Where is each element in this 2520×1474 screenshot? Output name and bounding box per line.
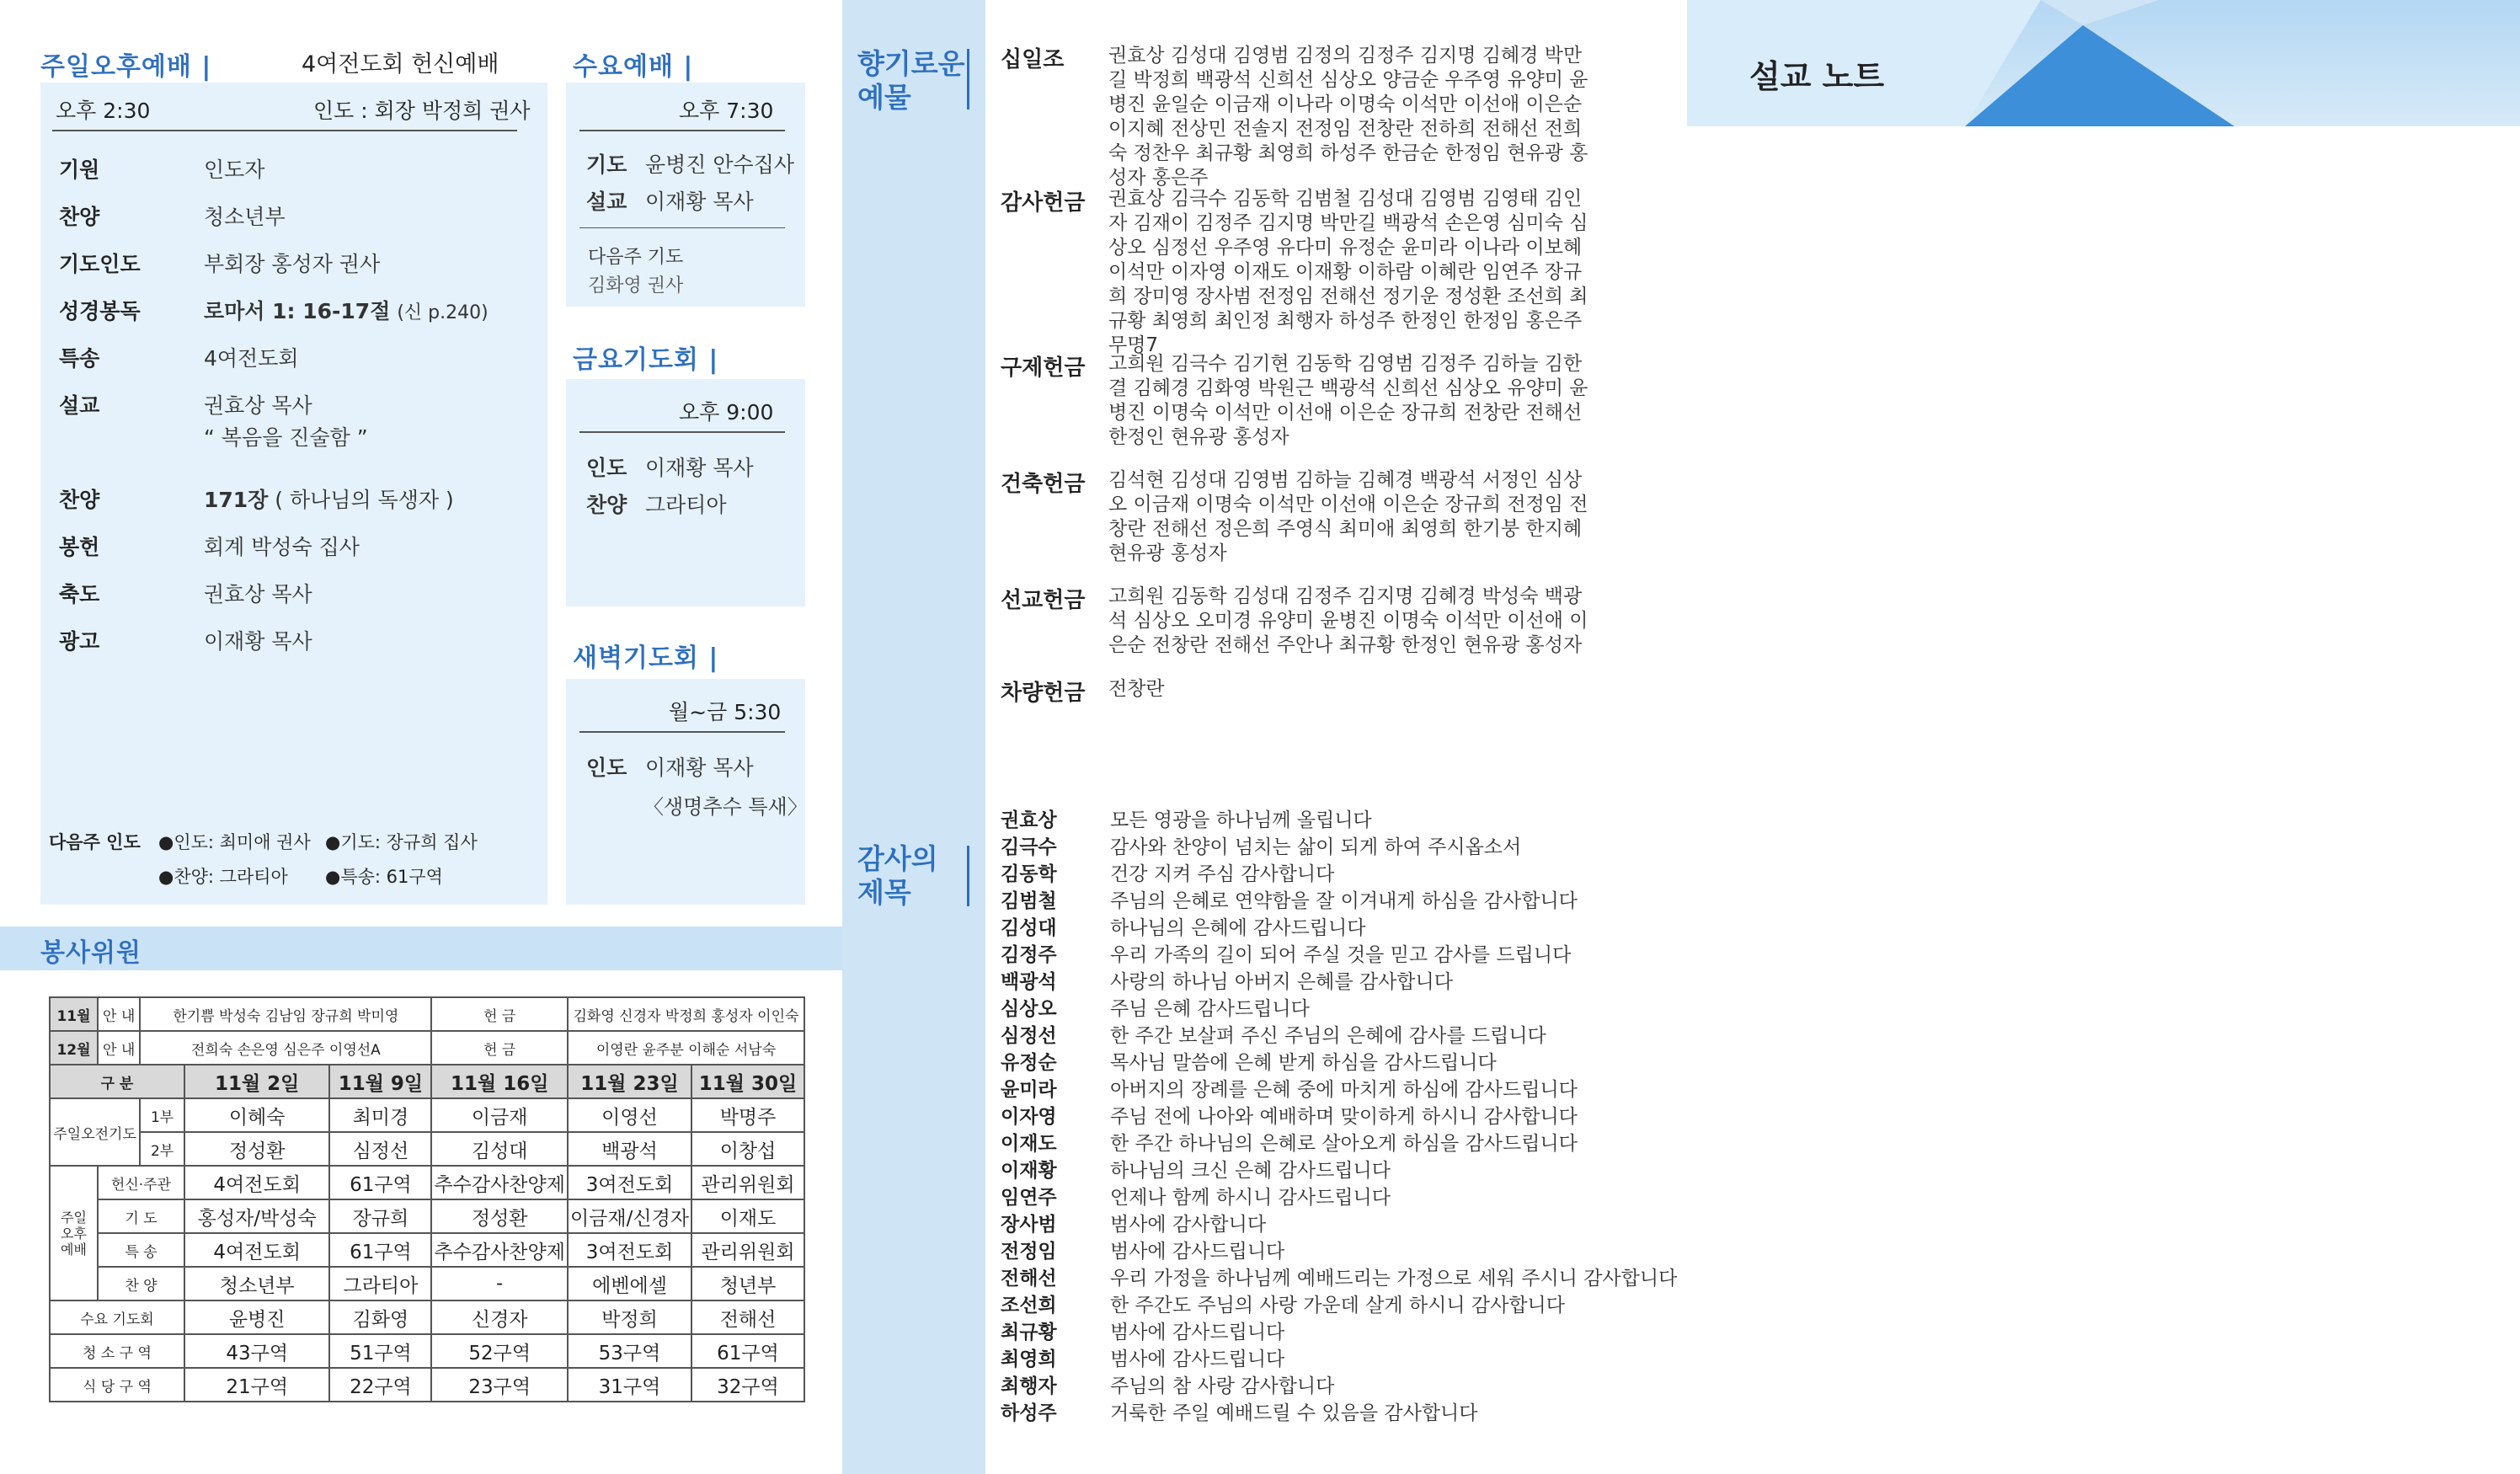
dawn-row: 인도 이재황 목사 — [586, 756, 754, 780]
thanks-row: 윤미라 아버지의 장례를 은혜 중에 마치게 하심에 감사드립니다 — [1001, 1079, 1578, 1101]
thanks-row: 전정임 범사에 감사드립니다 — [1001, 1241, 1285, 1263]
thanks-row: 하성주 거룩한 주일 예배드릴 수 있음을 감사합니다 — [1001, 1402, 1478, 1424]
wed-row: 기도 윤병진 안수집사 — [586, 152, 794, 177]
divider — [52, 130, 517, 131]
wed-next-label: 다음주 기도 — [588, 247, 684, 268]
thanks-row: 김성대 하나님의 은혜에 감사드립니다 — [1001, 917, 1366, 939]
order-row: 찬양 청소년부 — [59, 205, 286, 229]
wed-title: 수요예배 | — [573, 52, 694, 82]
next-week-item: ●특송: 61구역 — [325, 867, 443, 887]
thanks-row: 이재도 한 주간 하나님의 은혜로 살아오게 하심을 감사드립니다 — [1001, 1133, 1578, 1155]
thanks-row: 권효상 모든 영광을 하나님께 올립니다 — [1001, 809, 1372, 831]
order-row: 기도인도 부회장 홍성자 권사 — [59, 252, 381, 276]
thanks-row: 김극수 감사와 찬양이 넘치는 삶이 되게 하여 주시옵소서 — [1001, 836, 1522, 858]
dawn-time: 월~금 5:30 — [669, 700, 782, 724]
thanks-row: 김동학 건강 지켜 주심 감사합니다 — [1001, 863, 1335, 885]
order-row: 성경봉독 로마서 1: 16-17절 (신 p.240) — [59, 299, 489, 323]
offerings-title: 향기로운 예물 — [857, 47, 965, 114]
order-row: 설교 권효상 목사 — [59, 393, 312, 418]
fri-title: 금요기도회 | — [573, 345, 719, 375]
sunday-pm-title: 주일오후예배 | — [40, 52, 212, 82]
thanks-row: 이자영 주님 전에 나아와 예배하며 맞이하게 하시니 감사합니다 — [1001, 1106, 1578, 1128]
table-row: 11월 안 내 한기쁨 박성숙 김남임 장규희 박미영 헌 금 김화영 신경자 박정희 홍성자 이인숙 — [50, 997, 804, 1031]
title-bar — [967, 846, 969, 906]
thanks-row: 조선희 한 주간도 주님의 사랑 가운데 살게 하시니 감사합니다 — [1001, 1295, 1565, 1316]
offering-type: 감사헌금 — [1001, 190, 1086, 216]
table-row: 수요 기도회 윤병진 김화영 신경자 박정희 전해선 — [50, 1300, 804, 1334]
offering-type: 구제헌금 — [1001, 355, 1086, 381]
thanks-row: 최행자 주님의 참 사랑 감사합니다 — [1001, 1375, 1335, 1397]
fri-row: 인도 이재황 목사 — [586, 456, 754, 480]
thanks-row: 백광석 사랑의 하나님 아버지 은혜를 감사합니다 — [1001, 971, 1453, 993]
offering-type: 건축헌금 — [1001, 472, 1086, 497]
table-row: 특 송 4여전도회 61구역 추수감사찬양제 3여전도회 관리위원회 — [50, 1233, 804, 1267]
table-row: 식 당 구 역 21구역 22구역 23구역 31구역 32구역 — [50, 1368, 804, 1402]
next-week-label: 다음주 인도 — [49, 832, 141, 852]
order-row: 광고 이재황 목사 — [59, 629, 312, 654]
wed-time: 오후 7:30 — [679, 99, 774, 123]
sunday-pm-leader: 인도 : 회장 박정희 권사 — [313, 99, 531, 123]
offering-names: 고희원 김동학 김성대 김정주 김지명 김혜경 박성숙 백광석 심상오 오미경 유양미 윤병진 이명숙 이석만 이선애 이은순 전창란 전해선 주안나 최규황 한정인 현유광 홍성자 — [1108, 585, 1588, 656]
thanks-title: 감사의 제목 — [857, 842, 938, 909]
table-row: 구 분 11월 2일 11월 9일 11월 16일 11월 23일 11월 30일 — [50, 1065, 804, 1098]
offering-type: 차량헌금 — [1001, 681, 1086, 706]
thanks-row: 김범철 주님의 은혜로 연약함을 잘 이겨내게 하심을 감사합니다 — [1001, 890, 1578, 912]
next-week-item: ●기도: 장규희 집사 — [325, 832, 478, 852]
table-row: 2부 정성환 심정선 김성대 백광석 이창섭 — [50, 1132, 804, 1166]
section-strip — [842, 0, 985, 1474]
offering-type: 십일조 — [1001, 47, 1065, 72]
thanks-row: 유정순 목사님 말씀에 은혜 받게 하심을 감사드립니다 — [1001, 1052, 1497, 1074]
offering-names: 권효상 김성대 김영범 김정의 김정주 김지명 김혜경 박만길 박정희 백광석 신희선 심상오 양금순 우주영 유양미 윤병진 윤일순 이금재 이나라 이명숙 이석만 이선애 이은순 이지혜 전상민 전솔지 전정임 전창란 전하희 전해선 전희숙 정찬우 최규황 최영희 하성주 한금순 한정임 현유광 홍성자 홍은주 — [1108, 45, 1588, 189]
thanks-row: 심상오 주님 은혜 감사드립니다 — [1001, 998, 1310, 1020]
divider — [579, 431, 785, 433]
thanks-row: 최규황 범사에 감사드립니다 — [1001, 1322, 1285, 1343]
sermon-note-title: 설교 노트 — [1749, 58, 1885, 95]
thanks-row: 장사범 범사에 감사합니다 — [1001, 1214, 1267, 1236]
offering-names: 권효상 김극수 김동학 김범철 김성대 김영범 김영태 김인자 김재이 김정주 김지명 박만길 백광석 손은영 심미숙 심상오 심정선 우주영 유다미 유정순 윤미라 이나라 이보혜 이석만 이자영 이재도 이재황 이하람 이혜란 임연주 장규희 장미영 장사범 전정임 전해선 정기운 정성환 조선희 최규황 최영희 최인정 최행자 하성주 한정인 한정임 홍은주 무명7 — [1108, 188, 1588, 356]
offering-names: 고희원 김극수 김기현 김동학 김영범 김정주 김하늘 김한결 김혜경 김화영 박원근 백광석 신희선 심상오 유양미 윤병진 이명숙 이석만 이선애 이은순 장규희 전창란 전해선 한정인 현유광 홍성자 — [1108, 353, 1588, 448]
thanks-row: 임연주 언제나 함께 하시니 감사드립니다 — [1001, 1187, 1391, 1209]
title-bar — [967, 49, 969, 109]
dawn-title: 새벽기도회 | — [573, 644, 719, 673]
table-row: 기 도 홍성자/박성숙 장규희 정성환 이금재/신경자 이재도 — [50, 1199, 804, 1233]
thanks-row: 최영희 범사에 감사드립니다 — [1001, 1348, 1285, 1370]
table-row: 주일 오후 예배 헌신·주관 4여전도회 61구역 추수감사찬양제 3여전도회 관리위원회 — [50, 1166, 804, 1199]
thanks-row: 김정주 우리 가족의 길이 되어 주실 것을 믿고 감사를 드립니다 — [1001, 944, 1572, 966]
sunday-pm-event: 4여전도회 헌신예배 — [302, 51, 499, 77]
serve-table — [49, 996, 805, 1402]
table-row: 청 소 구 역 43구역 51구역 52구역 53구역 61구역 — [50, 1334, 804, 1368]
thanks-row: 심정선 한 주간 보살펴 주신 주님의 은혜에 감사를 드립니다 — [1001, 1025, 1546, 1047]
table-row: 12월 안 내 전희숙 손은영 심은주 이영선A 헌 금 이영란 윤주분 이해순 서남숙 — [50, 1031, 804, 1065]
sunday-pm-time: 오후 2:30 — [56, 99, 151, 123]
table-row: 주일오전기도 1부 이혜숙 최미경 이금재 이영선 박명주 — [50, 1098, 804, 1132]
thanks-row: 전해선 우리 가정을 하나님께 예배드리는 가정으로 세워 주시니 감사합니다 — [1001, 1268, 1678, 1290]
order-row: 봉헌 회계 박성숙 집사 — [59, 535, 360, 559]
table-row: 찬 양 청소년부 그라티아 - 에벤에셀 청년부 — [50, 1267, 804, 1300]
offering-type: 선교헌금 — [1001, 588, 1086, 613]
next-week-item: ●찬양: 그라티아 — [158, 867, 288, 887]
divider — [579, 731, 785, 733]
divider — [579, 227, 785, 228]
order-row: 기원 인도자 — [59, 158, 265, 182]
fri-row: 찬양 그라티아 — [586, 493, 727, 517]
wed-row: 설교 이재황 목사 — [586, 190, 754, 214]
thanks-row: 이재황 하나님의 크신 은혜 감사드립니다 — [1001, 1160, 1391, 1182]
next-week-item: ●인도: 최미애 권사 — [158, 832, 311, 852]
divider — [579, 130, 785, 131]
dawn-note: 〈생명추수 특새〉 — [643, 795, 808, 819]
fri-time: 오후 9:00 — [679, 400, 774, 425]
order-row: 특송 4여전도회 — [59, 346, 299, 371]
order-row: 찬양 171장 ( 하나님의 독생자 ) — [59, 488, 454, 512]
offering-names: 전창란 — [1108, 678, 1165, 700]
offering-names: 김석현 김성대 김영범 김하늘 김혜경 백광석 서정인 심상오 이금재 이명숙 이석만 이선애 이은순 장규희 전정임 전창란 전해선 정은희 주영식 최미애 최영희 한기붕 한지혜 현유광 홍성자 — [1108, 469, 1588, 564]
wed-next-name: 김화영 권사 — [588, 275, 684, 296]
serve-title: 봉사위원 — [40, 938, 141, 968]
order-row: 축도 권효상 목사 — [59, 582, 312, 606]
